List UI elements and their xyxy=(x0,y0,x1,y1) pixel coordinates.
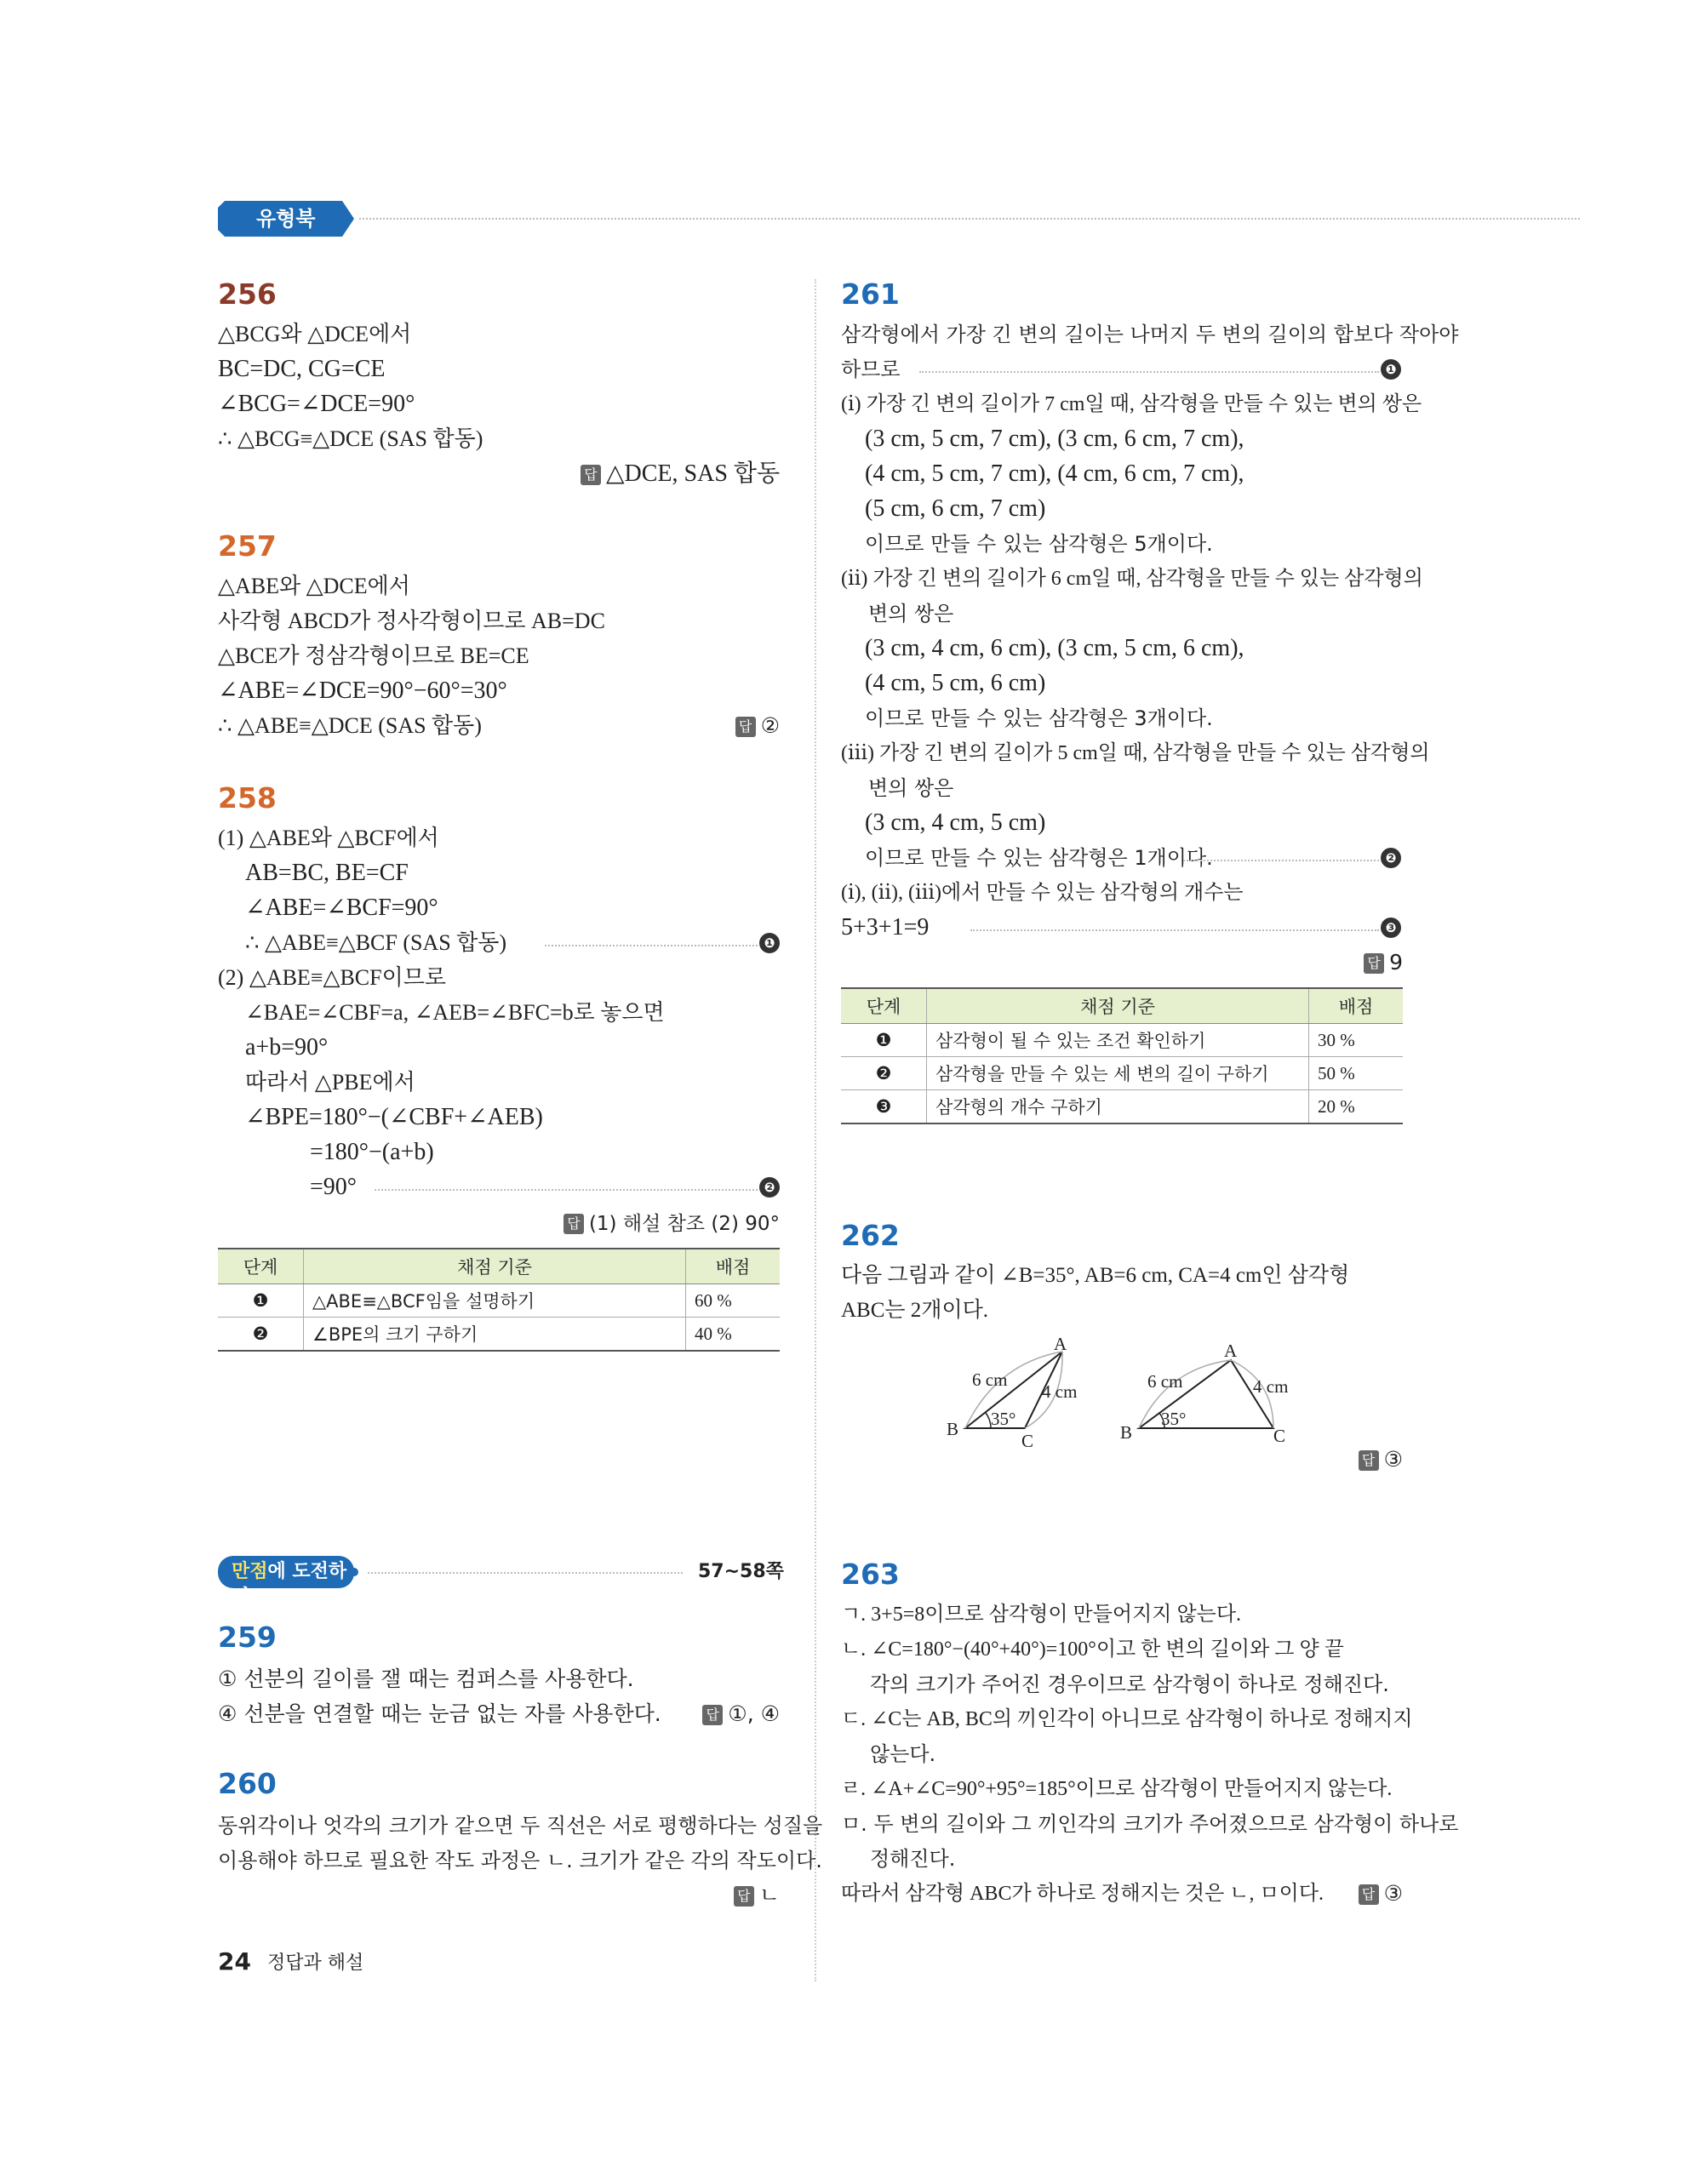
table-header: 단계 xyxy=(218,1249,304,1284)
step-marker-2: ❷ xyxy=(759,1177,780,1198)
p260-line: 이용해야 하므로 필요한 작도 과정은 ㄴ. 크기가 같은 각의 작도이다. xyxy=(218,1849,822,1872)
p263-answer xyxy=(1311,1879,1403,1908)
table-header-row xyxy=(218,1249,780,1284)
p258-line: ∠BAE=∠CBF=a, ∠AEB=∠BFC=b로 놓으면 xyxy=(245,1000,665,1025)
p261-scoring-table xyxy=(841,987,1403,1124)
p260-line: 동위각이나 엇각의 크기가 같으면 두 직선은 서로 평행하다는 성질을 xyxy=(218,1814,823,1838)
p261-line: (3 cm, 5 cm, 7 cm), (3 cm, 6 cm, 7 cm), xyxy=(865,426,1244,452)
problem-number-260: 260 xyxy=(218,1767,277,1800)
table-header: 배점 xyxy=(686,1249,781,1284)
p263-line: ㄴ. ∠C=180°−(40°+40°)=100°이고 한 변의 길이와 그 양 끝 xyxy=(841,1638,1344,1661)
answer-badge: 답 xyxy=(1364,953,1384,974)
table-row xyxy=(841,1090,1403,1124)
angle-label-B: 35° xyxy=(1161,1409,1187,1429)
problem-number-259: 259 xyxy=(218,1621,277,1654)
table-cell: ❷ xyxy=(841,1057,927,1090)
answer-badge: 답 xyxy=(1359,1450,1379,1471)
vertex-label-A: A xyxy=(1224,1341,1238,1361)
leader-dots xyxy=(919,371,1379,373)
p261-line: (ⅱ) 가장 긴 변의 길이가 6 cm일 때, 삼각형을 만들 수 있는 삼각형의 xyxy=(841,568,1423,590)
problem-number-262: 262 xyxy=(841,1219,900,1252)
table-header: 단계 xyxy=(841,988,927,1024)
p261-line: (3 cm, 4 cm, 6 cm), (3 cm, 5 cm, 6 cm), xyxy=(865,635,1244,661)
p258-line: ∠BPE=180°−(∠CBF+∠AEB) xyxy=(245,1104,543,1130)
table-row xyxy=(841,1057,1403,1090)
vertex-label-C: C xyxy=(1021,1431,1034,1449)
table-cell: 삼각형의 개수 구하기 xyxy=(927,1090,1309,1124)
p263-line: ㄷ. ∠C는 AB, BC의 끼인각이 아니므로 삼각형이 하나로 정해지지 xyxy=(841,1708,1413,1730)
p257-line: ∴ △ABE≡△DCE (SAS 합동) xyxy=(218,713,482,738)
p258-answer xyxy=(477,1209,780,1238)
length-label-CA: 4 cm xyxy=(1042,1381,1078,1402)
p258-line: a+b=90° xyxy=(245,1034,329,1061)
column-divider xyxy=(815,279,816,1981)
p261-line: 이므로 만들 수 있는 삼각형은 1개이다. xyxy=(865,846,1213,870)
vertex-label-B: B xyxy=(1120,1422,1133,1443)
p258-line: 따라서 △PBE에서 xyxy=(245,1070,415,1095)
problem-number-258: 258 xyxy=(218,781,277,815)
length-label-CA: 4 cm xyxy=(1253,1376,1289,1397)
p256-line: ∠BCG=∠DCE=90° xyxy=(218,391,415,417)
p258-line: =180°−(a+b) xyxy=(310,1139,434,1165)
answer-badge: 답 xyxy=(735,717,756,737)
p261-line: 변의 쌍은 xyxy=(868,602,954,626)
p262-line: 다음 그림과 같이 ∠B=35°, AB=6 cm, CA=4 cm인 삼각형 xyxy=(841,1264,1350,1287)
p258-line: ∴ △ABE≡△BCF (SAS 합동) xyxy=(245,930,507,955)
table-cell: △ABE≡△BCF임을 설명하기 xyxy=(304,1284,686,1318)
section-label xyxy=(232,1559,363,1610)
leader-dots xyxy=(375,1189,758,1191)
p263-line: 정해진다. xyxy=(870,1847,956,1871)
step-marker-2: ❷ xyxy=(1381,848,1401,868)
p263-line: 따라서 삼각형 ABC가 하나로 정해지는 것은 ㄴ, ㅁ이다. xyxy=(841,1883,1324,1905)
table-header: 배점 xyxy=(1309,988,1404,1024)
step-marker-3: ❸ xyxy=(1381,918,1401,938)
table-header: 채점 기준 xyxy=(927,988,1309,1024)
problem-number-257: 257 xyxy=(218,529,277,563)
p261-line: 삼각형에서 가장 긴 변의 길이는 나머지 두 변의 길이의 합보다 작아야 xyxy=(841,323,1459,346)
table-header: 채점 기준 xyxy=(304,1249,686,1284)
table-cell: 삼각형이 될 수 있는 조건 확인하기 xyxy=(927,1024,1309,1057)
p258-line: ∠ABE=∠BCF=90° xyxy=(245,895,438,921)
p259-line: ④ 선분을 연결할 때는 눈금 없는 자를 사용한다. xyxy=(218,1701,661,1726)
table-header-row xyxy=(841,988,1403,1024)
p258-line: (1) △ABE와 △BCF에서 xyxy=(218,826,439,850)
p261-line: (5 cm, 6 cm, 7 cm) xyxy=(865,495,1046,522)
p257-line: ∠ABE=∠DCE=90°−60°=30° xyxy=(218,677,507,704)
section-divider xyxy=(368,1572,683,1574)
length-label-AB: 6 cm xyxy=(1147,1371,1183,1392)
answer-badge: 답 xyxy=(581,465,601,485)
p261-line: 이므로 만들 수 있는 삼각형은 3개이다. xyxy=(865,706,1213,730)
answer-text: ③ xyxy=(1383,1447,1403,1472)
answer-text: ①, ④ xyxy=(728,1701,780,1726)
step-marker-1: ❶ xyxy=(759,933,780,953)
leader-dots xyxy=(1183,860,1379,861)
answer-text: (1) 해설 참조 (2) 90° xyxy=(588,1213,780,1235)
p261-line: (ⅲ) 가장 긴 변의 길이가 5 cm일 때, 삼각형을 만들 수 있는 삼각형의 xyxy=(841,742,1430,764)
table-cell: 20 % xyxy=(1309,1090,1404,1124)
p261-line: (ⅰ) 가장 긴 변의 길이가 7 cm일 때, 삼각형을 만들 수 있는 변의 쌍은 xyxy=(841,393,1422,415)
p263-line: 않는다. xyxy=(870,1742,936,1766)
p261-line: (ⅰ), (ⅱ), (ⅲ)에서 만들 수 있는 삼각형의 개수는 xyxy=(841,882,1244,904)
section-label-rest: 에 도전하기 xyxy=(232,1561,347,1608)
answer-badge: 답 xyxy=(702,1705,723,1725)
p258-line: AB=BC, BE=CF xyxy=(245,860,409,886)
p257-line: △ABE와 △DCE에서 xyxy=(218,574,410,598)
p256-line: BC=DC, CG=CE xyxy=(218,356,386,382)
table-cell: ❶ xyxy=(841,1024,927,1057)
table-cell: 30 % xyxy=(1309,1024,1404,1057)
p263-line: ㅁ. 두 변의 길이와 그 끼인각의 크기가 주어졌으므로 삼각형이 하나로 xyxy=(841,1812,1459,1836)
table-cell: ❸ xyxy=(841,1090,927,1124)
table-cell: ∠BPE의 크기 구하기 xyxy=(304,1318,686,1352)
vertex-label-B: B xyxy=(947,1419,959,1439)
triangle-2 xyxy=(1120,1341,1288,1446)
p261-line: (3 cm, 4 cm, 5 cm) xyxy=(865,809,1046,836)
answer-text: 9 xyxy=(1389,950,1403,975)
table-cell: ❶ xyxy=(218,1284,304,1318)
leader-dots xyxy=(545,945,758,946)
answer-text: △DCE, SAS 합동 xyxy=(606,460,780,487)
table-row xyxy=(218,1318,780,1352)
table-row xyxy=(218,1284,780,1318)
p262-line: ABC는 2개이다. xyxy=(841,1299,989,1322)
leader-dots xyxy=(970,929,1379,931)
p258-line: (2) △ABE≡△BCF이므로 xyxy=(218,965,446,990)
p257-answer xyxy=(647,712,780,740)
p261-line: 이므로 만들 수 있는 삼각형은 5개이다. xyxy=(865,532,1213,556)
problem-number-256: 256 xyxy=(218,277,277,311)
p258-scoring-table xyxy=(218,1248,780,1352)
header-tab xyxy=(218,201,354,237)
table-row xyxy=(841,1024,1403,1057)
p262-answer xyxy=(1277,1445,1403,1474)
p263-line: ㄹ. ∠A+∠C=90°+95°=185°이므로 삼각형이 만들어지지 않는다. xyxy=(841,1778,1393,1800)
p256-line: ∴ △BCG≡△DCE (SAS 합동) xyxy=(218,426,483,451)
p259-line: ① 선분의 길이를 잴 때는 컴퍼스를 사용한다. xyxy=(218,1667,634,1691)
p261-line: (4 cm, 5 cm, 7 cm), (4 cm, 6 cm, 7 cm), xyxy=(865,460,1244,487)
section-banner xyxy=(218,1554,363,1608)
table-cell: 50 % xyxy=(1309,1057,1404,1090)
vertex-label-A: A xyxy=(1054,1338,1067,1354)
table-cell: 40 % xyxy=(686,1318,781,1352)
answer-badge: 답 xyxy=(734,1886,754,1907)
p261-answer xyxy=(1277,948,1403,977)
p256-line: △BCG와 △DCE에서 xyxy=(218,322,412,346)
page-number: 24 xyxy=(218,1947,251,1975)
answer-badge: 답 xyxy=(564,1214,584,1234)
header-tab-label: 유형북 xyxy=(256,207,316,231)
table-cell: 삼각형을 만들 수 있는 세 변의 길이 구하기 xyxy=(927,1057,1309,1090)
p260-answer xyxy=(647,1881,780,1910)
footer-label: 정답과 해설 xyxy=(267,1952,364,1974)
p258-line: =90° xyxy=(310,1174,357,1200)
answer-text: ② xyxy=(760,713,780,738)
problem-number-263: 263 xyxy=(841,1558,900,1591)
header-divider xyxy=(359,218,1580,220)
table-cell: ❷ xyxy=(218,1318,304,1352)
p262-triangle-figure xyxy=(936,1338,1311,1449)
angle-label-B: 35° xyxy=(991,1409,1016,1429)
answer-badge: 답 xyxy=(1359,1884,1379,1905)
triangle-1 xyxy=(947,1338,1077,1449)
section-label-highlight: 만점 xyxy=(232,1561,268,1582)
section-pages: 57~58쪽 xyxy=(698,1561,784,1582)
p261-line: 하므로 xyxy=(841,357,901,381)
p263-line: 각의 크기가 주어진 경우이므로 삼각형이 하나로 정해진다. xyxy=(870,1672,1389,1696)
p263-line: ㄱ. 3+5=8이므로 삼각형이 만들어지지 않는다. xyxy=(841,1604,1242,1626)
length-label-AB: 6 cm xyxy=(972,1369,1008,1390)
p261-line: 5+3+1=9 xyxy=(841,914,930,940)
p261-line: (4 cm, 5 cm, 6 cm) xyxy=(865,670,1046,696)
vertex-label-C: C xyxy=(1273,1426,1286,1446)
problem-number-261: 261 xyxy=(841,277,900,311)
table-cell: 60 % xyxy=(686,1284,781,1318)
p257-line: 사각형 ABCD가 정사각형이므로 AB=DC xyxy=(218,609,605,633)
answer-text: ③ xyxy=(1383,1881,1403,1906)
p259-answer xyxy=(647,1700,780,1729)
p256-answer xyxy=(477,460,780,489)
p261-line: 변의 쌍은 xyxy=(868,776,954,800)
p257-line: △BCE가 정삼각형이므로 BE=CE xyxy=(218,643,529,668)
answer-text: ㄴ xyxy=(758,1883,780,1907)
step-marker-1: ❶ xyxy=(1381,359,1401,380)
